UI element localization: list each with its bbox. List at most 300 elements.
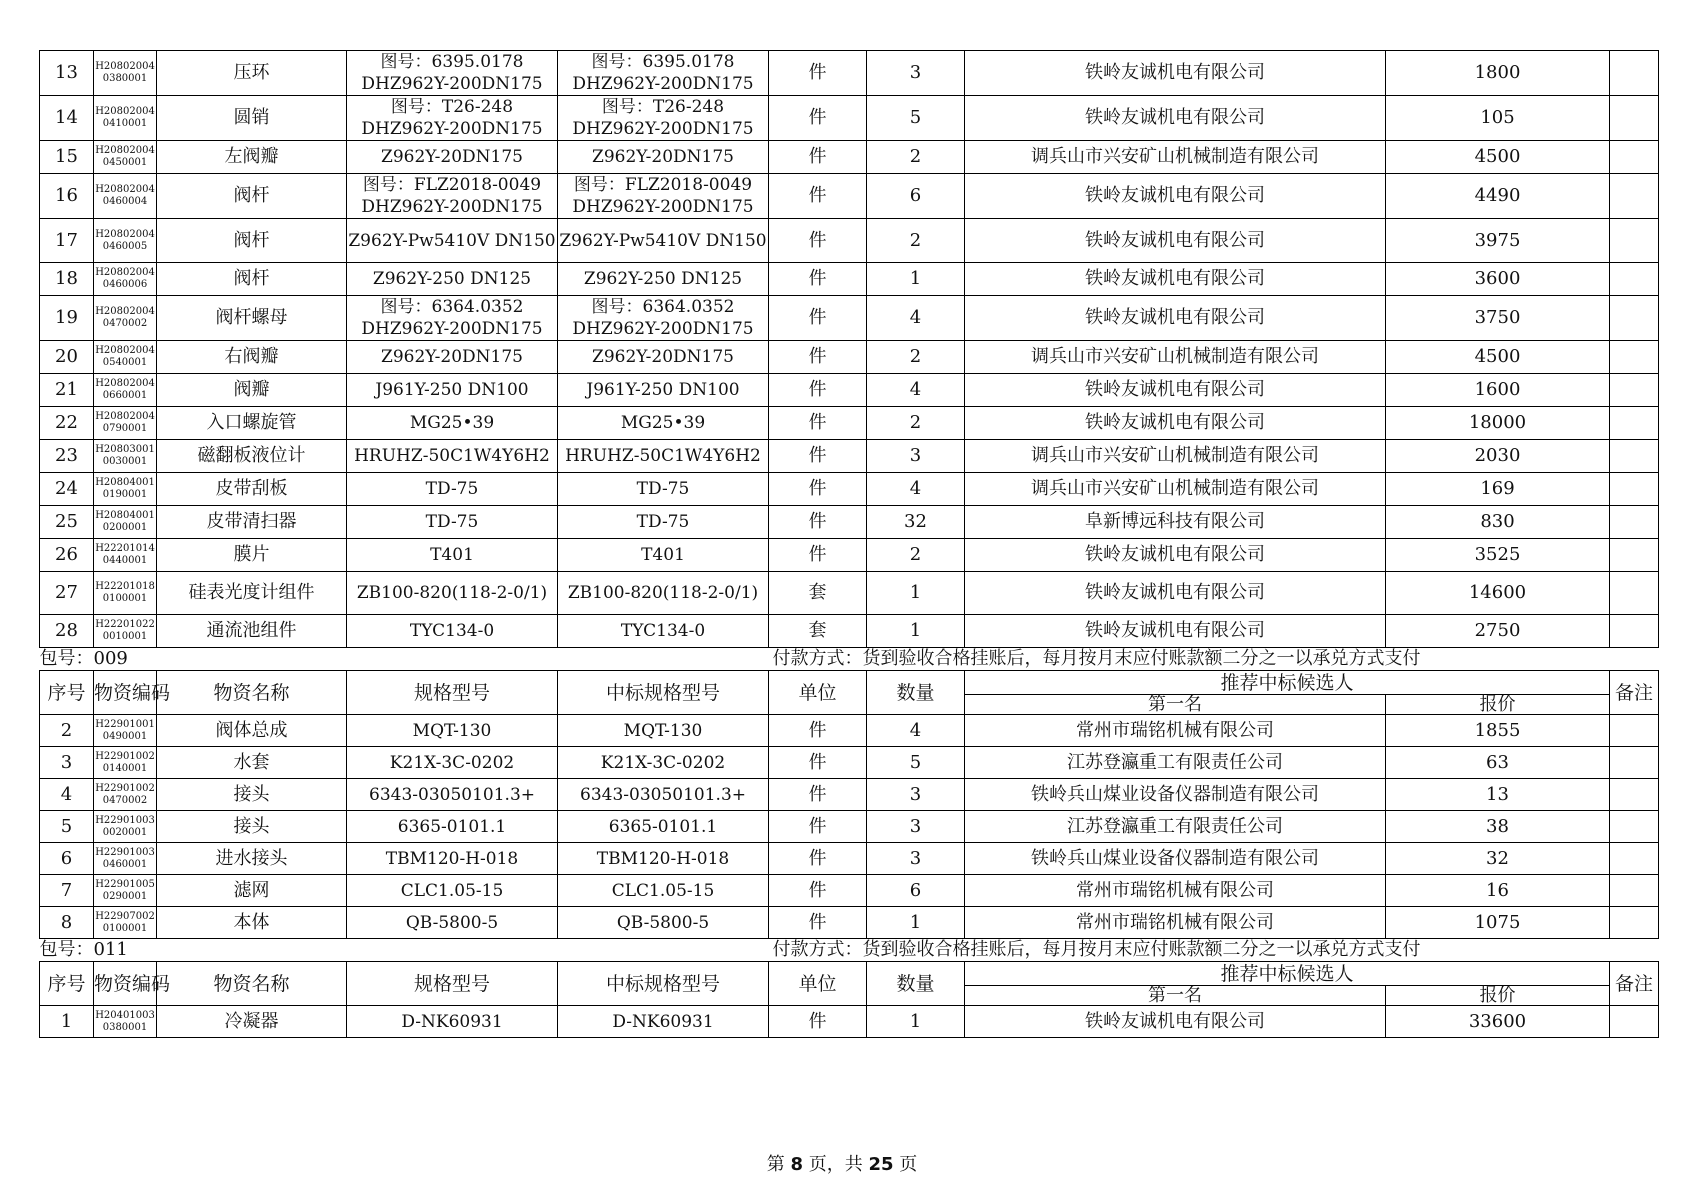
note (1610, 843, 1659, 875)
unit: 套 (769, 572, 867, 615)
quoted-price: 1800 (1386, 51, 1610, 96)
unit: 件 (769, 374, 867, 407)
material-code-line: H20802004 (95, 228, 155, 240)
material-code (94, 811, 157, 843)
quantity: 2 (867, 141, 965, 174)
quoted-price: 63 (1386, 747, 1610, 779)
quantity: 6 (867, 174, 965, 219)
row-number: 27 (40, 572, 94, 615)
material-code-line: H22901003 (95, 846, 155, 858)
material-code-line: H22907002 (95, 910, 155, 922)
material-code (94, 473, 157, 506)
page-footer (0, 1150, 1684, 1176)
header-spec: 规格型号 (347, 671, 558, 715)
unit: 件 (769, 1006, 867, 1038)
spec-model (347, 615, 558, 648)
table-row (40, 843, 1659, 875)
candidate-company: 常州市瑞铭机械有限公司 (965, 907, 1386, 939)
spec-model-line: T401 (430, 545, 474, 565)
quoted-price: 18000 (1386, 407, 1610, 440)
candidate-company: 铁岭友诚机电有限公司 (965, 407, 1386, 440)
unit: 件 (769, 341, 867, 374)
material-code (94, 715, 157, 747)
spec-model-line: TD-75 (425, 512, 479, 532)
note (1610, 875, 1659, 907)
header-price: 报价 (1386, 695, 1610, 715)
quantity: 5 (867, 747, 965, 779)
candidate-company: 铁岭友诚机电有限公司 (965, 263, 1386, 296)
material-code (94, 1006, 157, 1038)
material-code-line: H22901001 (95, 718, 155, 730)
material-code-line: 0470002 (102, 794, 148, 806)
quantity: 1 (867, 1006, 965, 1038)
bid-spec-model (558, 572, 769, 615)
bid-spec-model: K21X-3C-0202 (558, 747, 769, 779)
table-row (40, 506, 1659, 539)
material-code-line: H22201014 (95, 543, 155, 554)
spec-model (347, 51, 558, 96)
material-name: 进水接头 (157, 843, 347, 875)
table-row (40, 572, 1659, 615)
material-code (94, 341, 157, 374)
bid-spec-model-line: MG25•39 (620, 413, 706, 433)
spec-model-line: DHZ962Y-200DN175 (361, 319, 543, 339)
spec-model-line: 图号：6395.0178 (380, 52, 524, 72)
material-code-line: H20802004 (95, 411, 155, 422)
material-code-line: 0460004 (102, 196, 148, 207)
material-name: 滤网 (157, 875, 347, 907)
header-price: 报价 (1386, 986, 1610, 1006)
material-name: 左阀瓣 (157, 141, 347, 174)
package-row (40, 648, 1659, 671)
material-name: 阀杆螺母 (157, 296, 347, 341)
unit: 件 (769, 875, 867, 907)
material-code-line: 0140001 (102, 762, 148, 774)
note (1610, 96, 1659, 141)
spec-model-line: Z962Y-250 DN125 (372, 269, 532, 289)
unit: 件 (769, 96, 867, 141)
material-code (94, 219, 157, 263)
footer-page-number: 8 (790, 1154, 803, 1175)
table-row (40, 907, 1659, 939)
note (1610, 747, 1659, 779)
bid-spec-model-line: 图号：6364.0352 (591, 297, 735, 317)
material-code (94, 506, 157, 539)
material-name: 本体 (157, 907, 347, 939)
material-name: 阀杆 (157, 219, 347, 263)
material-code (94, 51, 157, 96)
row-number: 3 (40, 747, 94, 779)
quoted-price: 13 (1386, 779, 1610, 811)
material-code-line: H22201022 (95, 619, 155, 630)
row-number: 24 (40, 473, 94, 506)
header-unit: 单位 (769, 671, 867, 715)
spec-model (347, 141, 558, 174)
quantity: 3 (867, 779, 965, 811)
quoted-price: 4500 (1386, 141, 1610, 174)
bid-spec-model: D-NK60931 (558, 1006, 769, 1038)
material-code (94, 296, 157, 341)
quantity: 4 (867, 473, 965, 506)
material-name: 接头 (157, 811, 347, 843)
bid-spec-model: TBM120-H-018 (558, 843, 769, 875)
bid-spec-model-line: DHZ962Y-200DN175 (572, 119, 754, 139)
row-number: 8 (40, 907, 94, 939)
candidate-company: 调兵山市兴安矿山机械制造有限公司 (965, 473, 1386, 506)
material-code-line: H22901002 (95, 782, 155, 794)
header-code: 物资编码 (94, 671, 157, 715)
spec-model-line: 图号：FLZ2018-0049 (362, 175, 542, 195)
table-row (40, 440, 1659, 473)
table-row (40, 141, 1659, 174)
row-number: 13 (40, 51, 94, 96)
material-code-line: H22901002 (95, 750, 155, 762)
candidate-company: 铁岭友诚机电有限公司 (965, 539, 1386, 572)
quoted-price: 32 (1386, 843, 1610, 875)
quantity: 5 (867, 96, 965, 141)
spec-model (347, 96, 558, 141)
header-name: 物资名称 (157, 962, 347, 1006)
quoted-price: 1600 (1386, 374, 1610, 407)
note (1610, 572, 1659, 615)
package-number: 包号：009 (39, 648, 128, 669)
header-first-place: 第一名 (965, 986, 1386, 1006)
header-row (40, 962, 1659, 986)
spec-model-line: Z962Y-20DN175 (381, 147, 523, 167)
material-code-line: H20802004 (95, 106, 155, 117)
table-row (40, 615, 1659, 648)
spec-model: MQT-130 (347, 715, 558, 747)
header-note: 备注 (1610, 962, 1659, 1006)
material-code-line: 0660001 (102, 390, 148, 401)
material-code-line: H22201018 (95, 581, 155, 592)
note (1610, 174, 1659, 219)
material-code (94, 572, 157, 615)
bid-spec-model (558, 615, 769, 648)
material-code-line: 0190001 (102, 489, 148, 500)
material-code-line: 0790001 (102, 423, 148, 434)
footer-suffix: 页 (899, 1154, 918, 1175)
material-code-line: H20803001 (95, 444, 155, 455)
spec-model (347, 407, 558, 440)
payment-terms: 付款方式：货到验收合格挂账后，每月按月末应付账款额二分之一以承兑方式支付 (772, 939, 1421, 960)
candidate-company: 铁岭友诚机电有限公司 (965, 615, 1386, 648)
spec-model-line: DHZ962Y-200DN175 (361, 74, 543, 94)
quoted-price: 1855 (1386, 715, 1610, 747)
bid-spec-model (558, 473, 769, 506)
material-code (94, 374, 157, 407)
material-name: 右阀瓣 (157, 341, 347, 374)
note (1610, 374, 1659, 407)
material-code-line: 0290001 (102, 890, 148, 902)
spec-model: 6365-0101.1 (347, 811, 558, 843)
quoted-price: 33600 (1386, 1006, 1610, 1038)
table-row (40, 174, 1659, 219)
quantity: 2 (867, 539, 965, 572)
unit: 件 (769, 440, 867, 473)
material-name: 皮带刮板 (157, 473, 347, 506)
candidate-company: 铁岭友诚机电有限公司 (965, 296, 1386, 341)
material-code-line: 0450001 (102, 157, 148, 168)
candidate-company: 江苏登瀛重工有限责任公司 (965, 747, 1386, 779)
material-code-line: 0200001 (102, 522, 148, 533)
material-code (94, 96, 157, 141)
material-name: 冷凝器 (157, 1006, 347, 1038)
row-number: 23 (40, 440, 94, 473)
bid-spec-model-line: Z962Y-Pw5410V DN150 (559, 230, 767, 251)
spec-model (347, 374, 558, 407)
note (1610, 219, 1659, 263)
table-row (40, 407, 1659, 440)
header-qty: 数量 (867, 671, 965, 715)
row-number: 21 (40, 374, 94, 407)
header-candidate: 推荐中标候选人 (965, 671, 1610, 695)
spec-model (347, 219, 558, 263)
table-row (40, 1006, 1659, 1038)
bid-spec-model: 6365-0101.1 (558, 811, 769, 843)
bid-spec-model: CLC1.05-15 (558, 875, 769, 907)
material-code (94, 779, 157, 811)
spec-model (347, 296, 558, 341)
material-code (94, 263, 157, 296)
table-row (40, 811, 1659, 843)
quantity: 4 (867, 296, 965, 341)
bid-spec-model-line: DHZ962Y-200DN175 (572, 197, 754, 217)
spec-model-line: HRUHZ-50C1W4Y6H2 (354, 446, 550, 466)
quoted-price: 4500 (1386, 341, 1610, 374)
row-number: 26 (40, 539, 94, 572)
material-name: 阀杆 (157, 263, 347, 296)
material-code-line: H20802004 (95, 145, 155, 156)
quantity: 4 (867, 374, 965, 407)
material-code-line: 0010001 (102, 631, 148, 642)
bid-spec-model-line: Z962Y-20DN175 (592, 347, 734, 367)
bid-spec-model-line: TD-75 (636, 512, 690, 532)
material-code-line: 0100001 (102, 593, 148, 604)
bid-spec-model (558, 174, 769, 219)
note (1610, 51, 1659, 96)
note (1610, 296, 1659, 341)
material-name: 阀瓣 (157, 374, 347, 407)
row-number: 5 (40, 811, 94, 843)
material-code-line: 0030001 (102, 456, 148, 467)
unit: 件 (769, 747, 867, 779)
material-code-line: H22901005 (95, 878, 155, 890)
header-note: 备注 (1610, 671, 1659, 715)
quantity: 1 (867, 572, 965, 615)
row-number: 6 (40, 843, 94, 875)
spec-model (347, 473, 558, 506)
candidate-company: 调兵山市兴安矿山机械制造有限公司 (965, 141, 1386, 174)
quantity: 3 (867, 51, 965, 96)
material-code (94, 440, 157, 473)
candidate-company: 阜新博远科技有限公司 (965, 506, 1386, 539)
row-number: 15 (40, 141, 94, 174)
header-no: 序号 (40, 962, 94, 1006)
bid-spec-model-line: DHZ962Y-200DN175 (572, 74, 754, 94)
bid-spec-model-line: TD-75 (636, 479, 690, 499)
candidate-company: 调兵山市兴安矿山机械制造有限公司 (965, 440, 1386, 473)
note (1610, 779, 1659, 811)
unit: 件 (769, 296, 867, 341)
unit: 件 (769, 539, 867, 572)
material-code-line: H20802004 (95, 306, 155, 317)
header-name: 物资名称 (157, 671, 347, 715)
material-code-line: H20802004 (95, 61, 155, 72)
material-code-line: 0460001 (102, 858, 148, 870)
unit: 件 (769, 811, 867, 843)
material-code-line: 0100001 (102, 922, 148, 934)
row-number: 20 (40, 341, 94, 374)
material-code (94, 539, 157, 572)
footer-total-pages: 25 (868, 1154, 894, 1175)
material-code (94, 747, 157, 779)
spec-model-line: ZB100-820(118-2-0/1) (356, 583, 548, 603)
row-number: 18 (40, 263, 94, 296)
bid-spec-model-line: ZB100-820(118-2-0/1) (567, 583, 759, 603)
bid-spec-model-line: 图号：FLZ2018-0049 (573, 175, 753, 195)
bid-spec-model: QB-5800-5 (558, 907, 769, 939)
table-row (40, 875, 1659, 907)
spec-model-line: J961Y-250 DN100 (375, 380, 529, 400)
quantity: 32 (867, 506, 965, 539)
quoted-price: 169 (1386, 473, 1610, 506)
header-bid-spec: 中标规格型号 (558, 671, 769, 715)
spec-model (347, 263, 558, 296)
material-code (94, 907, 157, 939)
note (1610, 506, 1659, 539)
row-number: 7 (40, 875, 94, 907)
unit: 件 (769, 174, 867, 219)
header-no: 序号 (40, 671, 94, 715)
note (1610, 1006, 1659, 1038)
quoted-price: 1075 (1386, 907, 1610, 939)
material-code (94, 407, 157, 440)
material-name: 水套 (157, 747, 347, 779)
bid-spec-model: 6343-03050101.3+ (558, 779, 769, 811)
spec-model-line: 图号：T26-248 (390, 97, 514, 117)
material-code-line: 0410001 (102, 118, 148, 129)
package-row (40, 939, 1659, 962)
quoted-price: 38 (1386, 811, 1610, 843)
quoted-price: 2750 (1386, 615, 1610, 648)
quantity: 1 (867, 263, 965, 296)
spec-model (347, 539, 558, 572)
spec-model-line: DHZ962Y-200DN175 (361, 197, 543, 217)
note (1610, 440, 1659, 473)
note (1610, 407, 1659, 440)
note (1610, 473, 1659, 506)
quantity: 3 (867, 843, 965, 875)
quoted-price: 105 (1386, 96, 1610, 141)
header-candidate: 推荐中标候选人 (965, 962, 1610, 986)
spec-model-line: TYC134-0 (409, 621, 495, 641)
spec-model: D-NK60931 (347, 1006, 558, 1038)
quoted-price: 3750 (1386, 296, 1610, 341)
material-code-line: 0460005 (102, 240, 148, 252)
quoted-price: 3525 (1386, 539, 1610, 572)
header-row (40, 671, 1659, 695)
spec-model (347, 506, 558, 539)
material-code (94, 174, 157, 219)
table-row (40, 715, 1659, 747)
quoted-price: 3975 (1386, 219, 1610, 263)
table-row (40, 539, 1659, 572)
table-row (40, 374, 1659, 407)
unit: 件 (769, 843, 867, 875)
spec-model: QB-5800-5 (347, 907, 558, 939)
header-unit: 单位 (769, 962, 867, 1006)
material-name: 磁翻板液位计 (157, 440, 347, 473)
quantity: 3 (867, 440, 965, 473)
bid-spec-model-line: DHZ962Y-200DN175 (572, 319, 754, 339)
note (1610, 539, 1659, 572)
quantity: 4 (867, 715, 965, 747)
row-number: 22 (40, 407, 94, 440)
bid-spec-model-line: 图号：T26-248 (601, 97, 725, 117)
table-row (40, 296, 1659, 341)
quantity: 1 (867, 615, 965, 648)
quoted-price: 14600 (1386, 572, 1610, 615)
note (1610, 811, 1659, 843)
bid-spec-model (558, 539, 769, 572)
spec-model-line: DHZ962Y-200DN175 (361, 119, 543, 139)
table-row (40, 263, 1659, 296)
spec-model (347, 174, 558, 219)
material-code (94, 843, 157, 875)
note (1610, 615, 1659, 648)
row-number: 4 (40, 779, 94, 811)
quantity: 1 (867, 907, 965, 939)
table-row (40, 779, 1659, 811)
bid-spec-model (558, 96, 769, 141)
row-number: 28 (40, 615, 94, 648)
footer-middle: 页，共 (808, 1154, 863, 1175)
header-bid-spec: 中标规格型号 (558, 962, 769, 1006)
bid-spec-model (558, 296, 769, 341)
spec-model-line: Z962Y-Pw5410V DN150 (348, 230, 556, 251)
material-code-line: 0380001 (102, 1021, 148, 1033)
material-code-line: H22901003 (95, 814, 155, 826)
bid-spec-model: MQT-130 (558, 715, 769, 747)
quantity: 3 (867, 811, 965, 843)
payment-terms: 付款方式：货到验收合格挂账后，每月按月末应付账款额二分之一以承兑方式支付 (772, 648, 1421, 669)
spec-model (347, 341, 558, 374)
unit: 件 (769, 506, 867, 539)
material-name: 接头 (157, 779, 347, 811)
material-name: 阀体总成 (157, 715, 347, 747)
quantity: 6 (867, 875, 965, 907)
bid-spec-model-line: Z962Y-20DN175 (592, 147, 734, 167)
candidate-company: 铁岭友诚机电有限公司 (965, 219, 1386, 263)
candidate-company: 铁岭友诚机电有限公司 (965, 374, 1386, 407)
bid-spec-model (558, 440, 769, 473)
material-name: 入口螺旋管 (157, 407, 347, 440)
footer-prefix: 第 (766, 1154, 785, 1175)
row-number: 1 (40, 1006, 94, 1038)
material-name: 膜片 (157, 539, 347, 572)
note (1610, 141, 1659, 174)
procurement-table (39, 50, 1659, 1038)
row-number: 14 (40, 96, 94, 141)
table-row (40, 51, 1659, 96)
note (1610, 715, 1659, 747)
material-code (94, 141, 157, 174)
spec-model: TBM120-H-018 (347, 843, 558, 875)
quoted-price: 2030 (1386, 440, 1610, 473)
table-row (40, 219, 1659, 263)
table-row (40, 96, 1659, 141)
